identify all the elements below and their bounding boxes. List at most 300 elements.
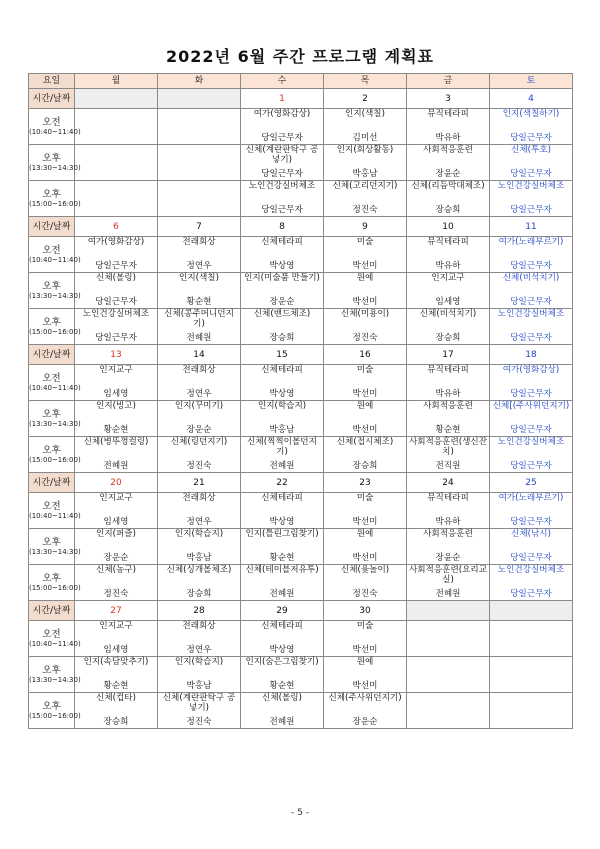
date-row: [29, 601, 573, 621]
program-name: 사회적응훈련(요리교실): [408, 565, 488, 585]
date-number: 17: [442, 349, 454, 360]
date-number: 6: [113, 221, 119, 232]
time-slot-row: [29, 529, 573, 565]
date-cell: [490, 473, 573, 493]
date-cell: [407, 345, 490, 365]
program-cell: [241, 401, 324, 437]
program-entry: [75, 181, 157, 216]
staff-name: 황순현: [103, 681, 129, 691]
program-name: 뮤직테라피: [427, 109, 469, 119]
program-entry: [407, 401, 489, 436]
slot-name: 오전: [42, 373, 61, 384]
program-entry: [241, 437, 323, 472]
program-entry: [241, 237, 323, 272]
slot-time: (13:30~14:30): [29, 164, 81, 172]
program-cell: [75, 437, 158, 473]
time-slot-label: [29, 365, 81, 401]
staff-name: 임세영: [435, 297, 461, 307]
program-name: 노인건강실버체조: [497, 437, 565, 447]
staff-name: 박상영: [269, 645, 295, 655]
program-cell: [75, 621, 158, 657]
slot-time: (10:40~11:40): [29, 640, 81, 648]
program-name: 인지교구: [99, 621, 133, 631]
staff-name: 장승희: [103, 717, 129, 727]
slot-name: 오후: [42, 189, 61, 200]
staff-name: 장승희: [269, 333, 295, 343]
program-cell: [241, 273, 324, 309]
program-entry: [158, 529, 240, 564]
staff-name: 정진숙: [186, 461, 212, 471]
program-entry: [407, 437, 489, 472]
date-label-text: 시간/날짜: [32, 349, 71, 360]
program-entry: [324, 693, 406, 728]
weekday-text: 토: [526, 76, 536, 86]
program-cell: [241, 365, 324, 401]
program-entry: [407, 529, 489, 564]
program-entry: [407, 181, 489, 216]
program-entry: [241, 273, 323, 308]
program-entry: [158, 145, 240, 180]
date-cell: [324, 345, 407, 365]
program-entry: [158, 401, 240, 436]
slot-name: 오전: [42, 501, 61, 512]
program-entry: [490, 273, 572, 308]
staff-name: 장운순: [269, 297, 295, 307]
program-entry: [241, 309, 323, 344]
program-name: 노인건강실버체조: [497, 309, 565, 319]
program-name: 여가(영화감상): [87, 237, 145, 247]
date-cell: [75, 217, 158, 237]
program-name: 신체(투호): [511, 145, 551, 155]
program-name: 뮤직테라피: [427, 237, 469, 247]
program-name: 인지(회상활동): [336, 145, 394, 155]
staff-name: 박홍남: [186, 681, 212, 691]
date-number: 20: [110, 477, 122, 488]
program-cell: [407, 401, 490, 437]
program-entry: [75, 365, 157, 400]
program-entry: [241, 365, 323, 400]
program-cell: [158, 145, 241, 181]
program-cell: [324, 437, 407, 473]
staff-name: 정진숙: [103, 589, 129, 599]
program-cell: [490, 529, 573, 565]
program-cell: [490, 437, 573, 473]
program-name: 신체(찍찍이볼던지기): [247, 437, 317, 457]
slot-time: (15:00~16:00): [29, 584, 81, 592]
weekday-text: 요일: [42, 76, 61, 86]
date-cell: [241, 601, 324, 621]
program-cell: [75, 237, 158, 273]
program-name: 인지교구: [99, 493, 133, 503]
staff-name: 장운순: [352, 717, 378, 727]
program-entry: [407, 237, 489, 272]
staff-name: 임세영: [103, 645, 129, 655]
program-cell: [324, 401, 407, 437]
header-row: [29, 74, 573, 89]
time-slot-row: [29, 565, 573, 601]
program-cell: [407, 693, 490, 729]
program-cell: [158, 529, 241, 565]
date-cell: [241, 217, 324, 237]
date-cell: [158, 217, 241, 237]
program-name: 신체(병뚜껑컬링): [83, 437, 149, 447]
program-entry: [324, 493, 406, 528]
slot-time: (13:30~14:30): [29, 548, 81, 556]
time-slot-label: [29, 181, 81, 217]
program-entry: [75, 309, 157, 344]
program-name: 여가(노래부르기): [498, 493, 564, 503]
staff-name: 장승희: [352, 461, 378, 471]
program-entry: [75, 657, 157, 692]
program-name: 신체(밴드체조): [253, 309, 311, 319]
staff-name: 박홍남: [186, 553, 212, 563]
program-entry: [241, 693, 323, 728]
slot-time: (10:40~11:40): [29, 384, 81, 392]
program-cell: [241, 145, 324, 181]
program-entry: [324, 109, 406, 144]
date-number: 1: [279, 93, 285, 104]
staff-name: 박선미: [352, 389, 378, 399]
staff-name: 전혜원: [269, 717, 295, 727]
weekday-header: [490, 74, 573, 89]
program-entry: [241, 493, 323, 528]
program-name: 미술: [356, 621, 374, 631]
program-cell: [407, 657, 490, 693]
program-name: 인지교구: [99, 365, 133, 375]
program-name: 신체(미용이): [340, 309, 390, 319]
date-row-label: [29, 601, 75, 621]
time-slot-row: [29, 237, 573, 273]
program-entry: [490, 109, 572, 144]
program-name: 인지(퍼즐): [96, 529, 136, 539]
date-label-text: 시간/날짜: [32, 221, 71, 232]
time-slot-row: [29, 273, 573, 309]
staff-name: 박선미: [352, 425, 378, 435]
date-row: [29, 217, 573, 237]
program-cell: [490, 109, 573, 145]
date-cell: [407, 217, 490, 237]
program-cell: [241, 529, 324, 565]
program-entry: [241, 109, 323, 144]
program-entry: [490, 237, 572, 272]
program-cell: [75, 109, 158, 145]
date-number: 16: [359, 349, 371, 360]
program-name: 신체(윷놀이): [340, 565, 390, 575]
program-entry: [324, 529, 406, 564]
program-cell: [490, 621, 573, 657]
staff-name: 당일근무자: [510, 517, 552, 527]
slot-name: 오전: [42, 629, 61, 640]
date-number: 22: [276, 477, 288, 488]
date-cell: [490, 345, 573, 365]
slot-name: 오후: [42, 573, 61, 584]
program-name: 인지(색칠하기): [502, 109, 560, 119]
staff-name: 전혜원: [103, 461, 129, 471]
staff-name: 정진숙: [352, 589, 378, 599]
date-row-label: [29, 89, 75, 109]
staff-name: 장윤순: [435, 169, 461, 179]
program-name: 전래회상: [182, 365, 216, 375]
program-entry: [490, 437, 572, 472]
date-number: 18: [525, 349, 537, 360]
staff-name: 황순현: [103, 425, 129, 435]
staff-name: 당일근무자: [261, 205, 303, 215]
program-cell: [75, 309, 158, 345]
date-cell: [490, 601, 573, 621]
date-number: 11: [525, 221, 537, 232]
date-number: 14: [193, 349, 205, 360]
program-entry: [324, 437, 406, 472]
slot-name: 오후: [42, 153, 61, 164]
program-entry: [75, 273, 157, 308]
program-entry: [490, 493, 572, 528]
program-cell: [75, 565, 158, 601]
program-cell: [158, 493, 241, 529]
program-cell: [490, 565, 573, 601]
staff-name: 박유하: [435, 517, 461, 527]
staff-name: 당일근무자: [510, 133, 552, 143]
date-number: 28: [193, 605, 205, 616]
program-name: 원예: [356, 529, 374, 539]
staff-name: 전혜원: [269, 461, 295, 471]
weekday-header: [407, 74, 490, 89]
program-entry: [241, 657, 323, 692]
program-entry: [324, 181, 406, 216]
program-cell: [75, 401, 158, 437]
date-cell: [75, 601, 158, 621]
slot-name: 오전: [42, 245, 61, 256]
program-name: 여가(영화감상): [502, 365, 560, 375]
date-cell: [75, 345, 158, 365]
slot-time: (15:00~16:00): [29, 712, 81, 720]
program-entry: [75, 145, 157, 180]
program-name: 신체(비석치기): [502, 273, 560, 283]
program-entry: [407, 273, 489, 308]
time-slot-row: [29, 145, 573, 181]
program-entry: [324, 565, 406, 600]
date-cell: [158, 345, 241, 365]
program-cell: [490, 309, 573, 345]
staff-name: 당일근무자: [510, 169, 552, 179]
program-name: 노인건강실버체조: [497, 181, 565, 191]
program-entry: [490, 365, 572, 400]
program-name: 인지(색칠): [179, 273, 219, 283]
staff-name: 당일근무자: [510, 389, 552, 399]
program-cell: [75, 365, 158, 401]
date-cell: [241, 473, 324, 493]
program-cell: [324, 109, 407, 145]
program-entry: [407, 657, 489, 692]
program-entry: [324, 365, 406, 400]
program-entry: [75, 693, 157, 728]
staff-name: 황순현: [186, 297, 212, 307]
staff-name: 임세영: [103, 517, 129, 527]
staff-name: 당일근무자: [261, 169, 303, 179]
date-row: [29, 473, 573, 493]
date-cell: [75, 89, 158, 109]
staff-name: 전직원: [435, 461, 461, 471]
slot-time: (13:30~14:30): [29, 420, 81, 428]
time-slot-label: [29, 401, 81, 437]
program-name: 원예: [356, 401, 374, 411]
staff-name: 당일근무자: [510, 333, 552, 343]
time-slot-row: [29, 657, 573, 693]
staff-name: 전혜원: [186, 333, 212, 343]
time-slot-row: [29, 693, 573, 729]
date-number: 29: [276, 605, 288, 616]
program-cell: [407, 273, 490, 309]
program-cell: [324, 309, 407, 345]
staff-name: 정진숙: [352, 333, 378, 343]
date-number: 8: [279, 221, 285, 232]
program-name: 사회적응훈련: [423, 529, 473, 539]
date-cell: [407, 473, 490, 493]
program-entry: [75, 109, 157, 144]
program-entry: [241, 145, 323, 180]
program-entry: [490, 657, 572, 692]
program-name: 신체테라피: [261, 237, 303, 247]
program-cell: [407, 529, 490, 565]
program-name: 여가(노래부르기): [498, 237, 564, 247]
program-entry: [324, 145, 406, 180]
program-cell: [158, 565, 241, 601]
program-cell: [324, 181, 407, 217]
program-cell: [75, 493, 158, 529]
program-name: 신체테라피: [261, 365, 303, 375]
program-cell: [241, 109, 324, 145]
program-name: 노인건강실버체조: [497, 565, 565, 575]
slot-time: (10:40~11:40): [29, 512, 81, 520]
date-label-text: 시간/날짜: [32, 477, 71, 488]
weekday-header: [158, 74, 241, 89]
program-entry: [75, 529, 157, 564]
weekday-text: 월: [111, 76, 121, 86]
program-cell: [158, 365, 241, 401]
time-slot-row: [29, 309, 573, 345]
staff-name: 박상영: [269, 389, 295, 399]
staff-name: 박유하: [435, 389, 461, 399]
slot-name: 오후: [42, 665, 61, 676]
time-slot-label: [29, 529, 81, 565]
program-entry: [241, 401, 323, 436]
slot-time: (13:30~14:30): [29, 676, 81, 684]
program-entry: [75, 493, 157, 528]
date-cell: [158, 601, 241, 621]
program-cell: [158, 273, 241, 309]
program-entry: [324, 401, 406, 436]
program-cell: [158, 401, 241, 437]
time-slot-row: [29, 365, 573, 401]
program-entry: [75, 621, 157, 656]
date-number: 4: [528, 93, 534, 104]
staff-name: 정연우: [186, 517, 212, 527]
staff-name: 장승희: [435, 333, 461, 343]
program-name: 인지(학습지): [257, 401, 307, 411]
weekday-text: 금: [443, 76, 453, 86]
date-number: 9: [362, 221, 368, 232]
staff-name: 정진숙: [186, 717, 212, 727]
program-entry: [324, 237, 406, 272]
staff-name: 정연우: [186, 389, 212, 399]
program-cell: [241, 493, 324, 529]
date-row-label: [29, 473, 75, 493]
program-name: 인지(학습지): [174, 529, 224, 539]
staff-name: 당일근무자: [95, 333, 137, 343]
slot-time: (10:40~11:40): [29, 128, 81, 136]
staff-name: 장윤순: [435, 553, 461, 563]
program-cell: [324, 237, 407, 273]
slot-time: (13:30~14:30): [29, 292, 81, 300]
slot-name: 오후: [42, 701, 61, 712]
date-cell: [324, 217, 407, 237]
time-slot-row: [29, 181, 573, 217]
staff-name: 당일근무자: [95, 297, 137, 307]
staff-name: 장운순: [186, 425, 212, 435]
program-cell: [241, 309, 324, 345]
program-cell: [490, 237, 573, 273]
program-name: 원예: [356, 273, 374, 283]
date-number: 27: [110, 605, 122, 616]
program-cell: [158, 657, 241, 693]
staff-name: 당일근무자: [95, 261, 137, 271]
time-slot-row: [29, 621, 573, 657]
page-number: - 5 -: [291, 808, 309, 818]
program-name: 사회적응훈련(생신잔치): [408, 437, 488, 457]
weekday-text: 수: [277, 76, 287, 86]
slot-time: (10:40~11:40): [29, 256, 81, 264]
program-entry: [490, 401, 572, 436]
program-cell: [241, 657, 324, 693]
staff-name: 정연우: [186, 261, 212, 271]
program-cell: [324, 145, 407, 181]
program-name: 신체(볼링): [96, 273, 136, 283]
date-row-label: [29, 217, 75, 237]
slot-time: (15:00~16:00): [29, 200, 81, 208]
program-name: 인지(숨은그림찾기): [245, 657, 319, 667]
program-name: 신체(고리던지기): [332, 181, 398, 191]
date-number: 2: [362, 93, 368, 104]
program-name: 신체(주사위던지기): [328, 693, 402, 703]
time-slot-label: [29, 109, 81, 145]
program-cell: [324, 693, 407, 729]
time-slot-label: [29, 237, 81, 273]
staff-name: 박선미: [352, 261, 378, 271]
program-name: 전래회상: [182, 621, 216, 631]
program-entry: [241, 565, 323, 600]
time-slot-label: [29, 309, 81, 345]
program-name: 전래회상: [182, 237, 216, 247]
date-cell: [324, 601, 407, 621]
date-number: 13: [110, 349, 122, 360]
program-cell: [241, 181, 324, 217]
staff-name: 박선미: [352, 517, 378, 527]
program-cell: [158, 109, 241, 145]
time-slot-row: [29, 493, 573, 529]
slot-time: (15:00~16:00): [29, 456, 81, 464]
program-name: 신체테라피: [261, 621, 303, 631]
date-cell: [241, 345, 324, 365]
weekday-header: [241, 74, 324, 89]
program-name: 신체테라피: [261, 493, 303, 503]
program-entry: [324, 621, 406, 656]
slot-time: (15:00~16:00): [29, 328, 81, 336]
staff-name: 정연우: [186, 645, 212, 655]
program-name: 신체(접시체조): [336, 437, 394, 447]
time-slot-label: [29, 565, 81, 601]
time-slot-label: [29, 657, 81, 693]
time-slot-row: [29, 401, 573, 437]
program-name: 미술: [356, 493, 374, 503]
